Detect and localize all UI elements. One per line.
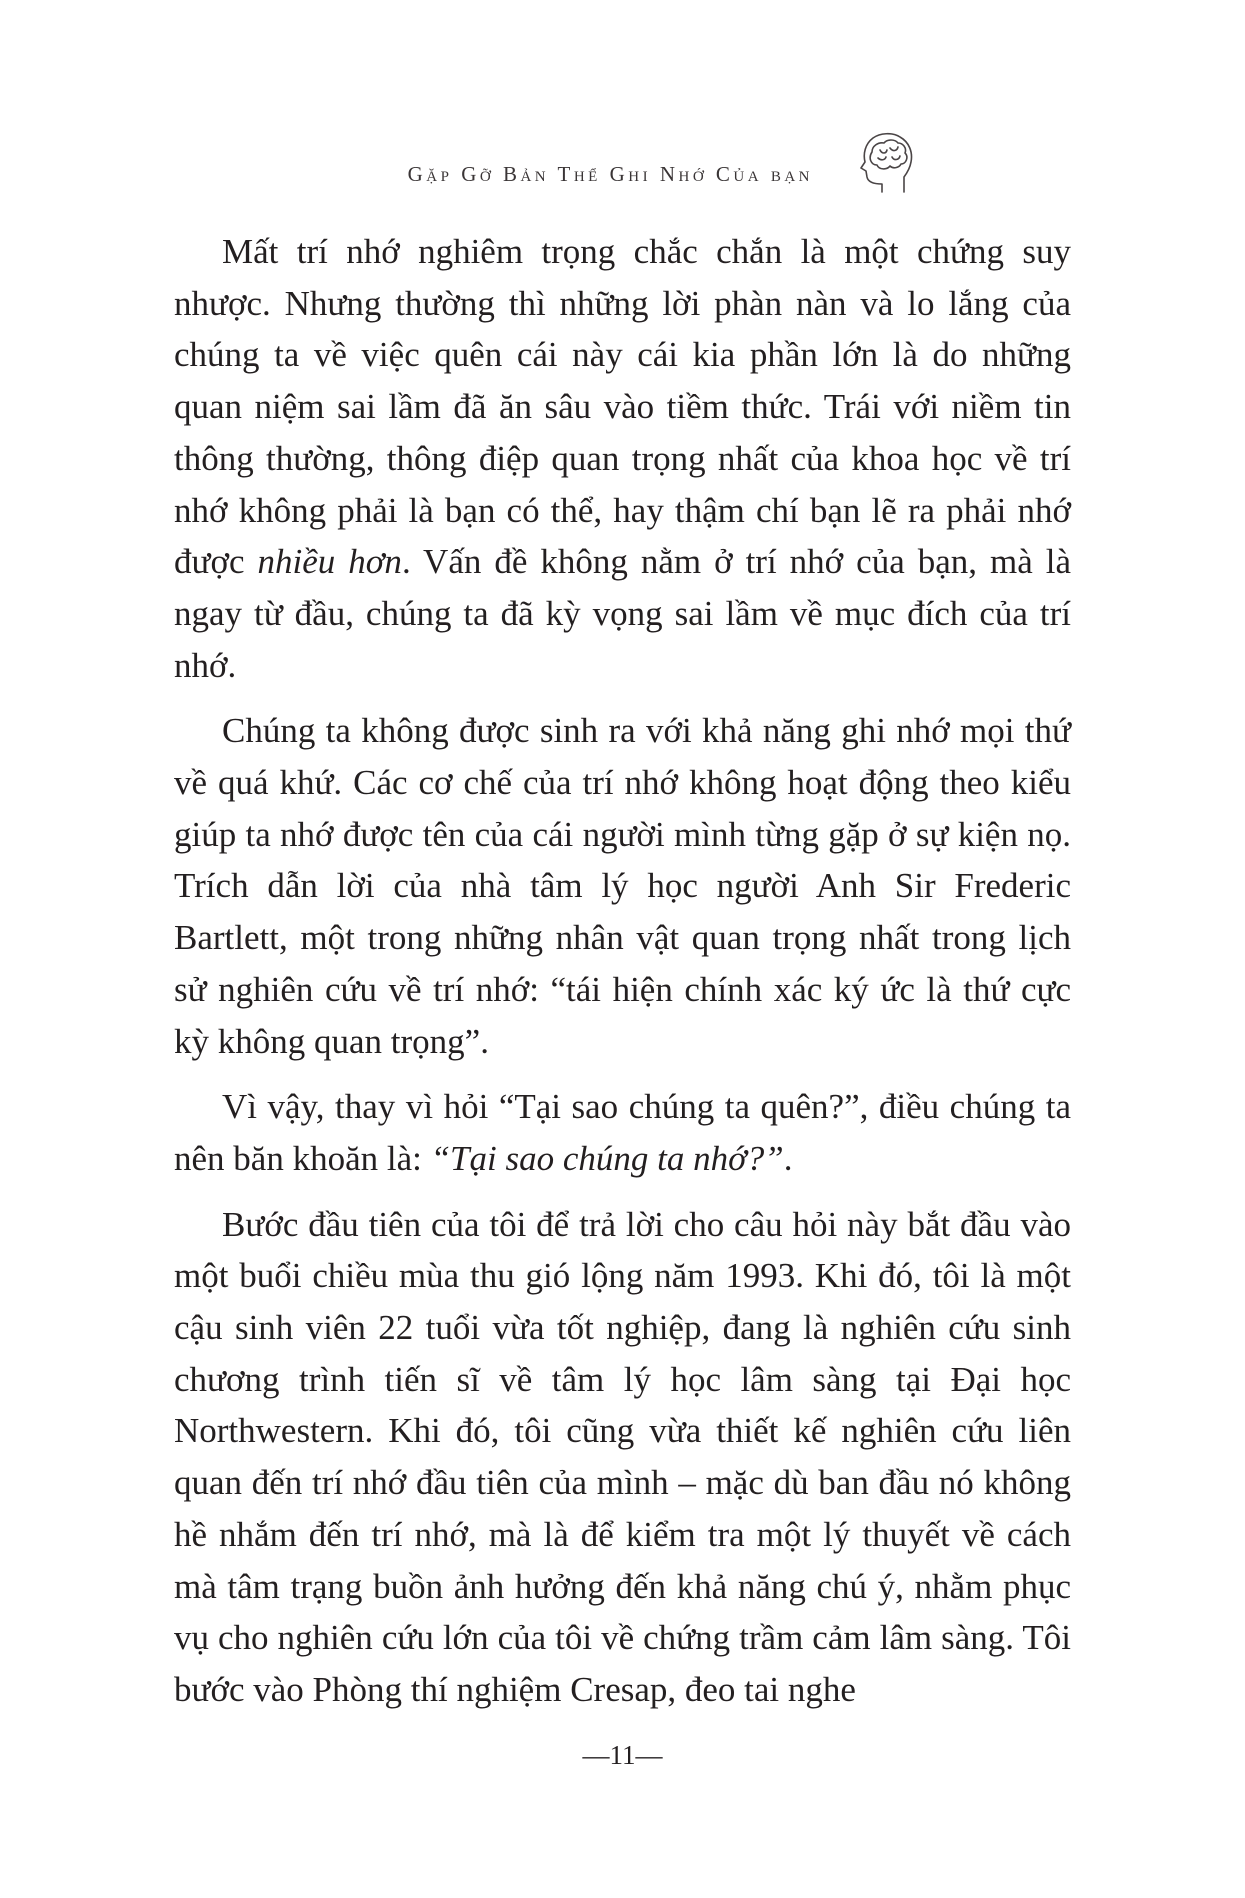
page-header <box>0 126 1245 216</box>
body-text <box>174 226 1071 1730</box>
paragraph-1: Mất trí nhớ nghiêm trọng chắc chắn là một chứng suy nhược. Nhưng thường thì những lời phàn nàn và lo lắng của chúng ta về việc quên cái này cái kia phần lớn là do những quan niệm sai lầm đã ăn sâu vào tiềm thức. Trái với niềm tin thông thường, thông điệp quan trọng nhất của khoa học về trí nhớ không phải là bạn có thể, hay thậm chí bạn lẽ ra phải nhớ được nhiều hơn. Vấn đề không nằm ở trí nhớ của bạn, mà là ngay từ đầu, chúng ta đã kỳ vọng sai lầm về mục đích của trí nhớ. <box>174 232 1071 685</box>
paragraph-3: Vì vậy, thay vì hỏi “Tại sao chúng ta quên?”, điều chúng ta nên băn khoăn là: “Tại sao chúng ta nhớ?”. <box>174 1087 1071 1178</box>
paragraph-2: Chúng ta không được sinh ra với khả năng ghi nhớ mọi thứ về quá khứ. Các cơ chế của trí nhớ không hoạt động theo kiểu giúp ta nhớ được tên của cái người mình từng gặp ở sự kiện nọ. Trích dẫn lời của nhà tâm lý học người Anh Sir Frederic Bartlett, một trong những nhân vật quan trọng nhất trong lịch sử nghiên cứu về trí nhớ: “tái hiện chính xác ký ức là thứ cực kỳ không quan trọng”. <box>174 711 1071 1061</box>
page-number: —11— <box>582 1740 663 1770</box>
brain-head-icon <box>852 130 918 196</box>
emphasis-text: “Tại sao chúng ta nhớ?” <box>430 1138 784 1178</box>
running-title: Gặp Gỡ Bản Thể Ghi Nhớ Của bạn <box>407 162 813 186</box>
paragraph-4: Bước đầu tiên của tôi để trả lời cho câu hỏi này bắt đầu vào một buổi chiều mùa thu gió lộng năm 1993. Khi đó, tôi là một cậu sinh viên 22 tuổi vừa tốt nghiệp, đang là nghiên cứu sinh chương trình tiến sĩ về tâm lý học lâm sàng tại Đại học Northwestern. Khi đó, tôi cũng vừa thiết kế nghiên cứu liên quan đến trí nhớ đầu tiên của mình – mặc dù ban đầu nó không hề nhắm đến trí nhớ, mà là để kiểm tra một lý thuyết về cách mà tâm trạng buồn ảnh hưởng đến khả năng chú ý, nhằm phục vụ cho nghiên cứu lớn của tôi về chứng trầm cảm lâm sàng. Tôi bước vào Phòng thí nghiệm Cresap, đeo tai nghe <box>174 1204 1071 1709</box>
emphasis-text: nhiều hơn <box>257 542 402 582</box>
